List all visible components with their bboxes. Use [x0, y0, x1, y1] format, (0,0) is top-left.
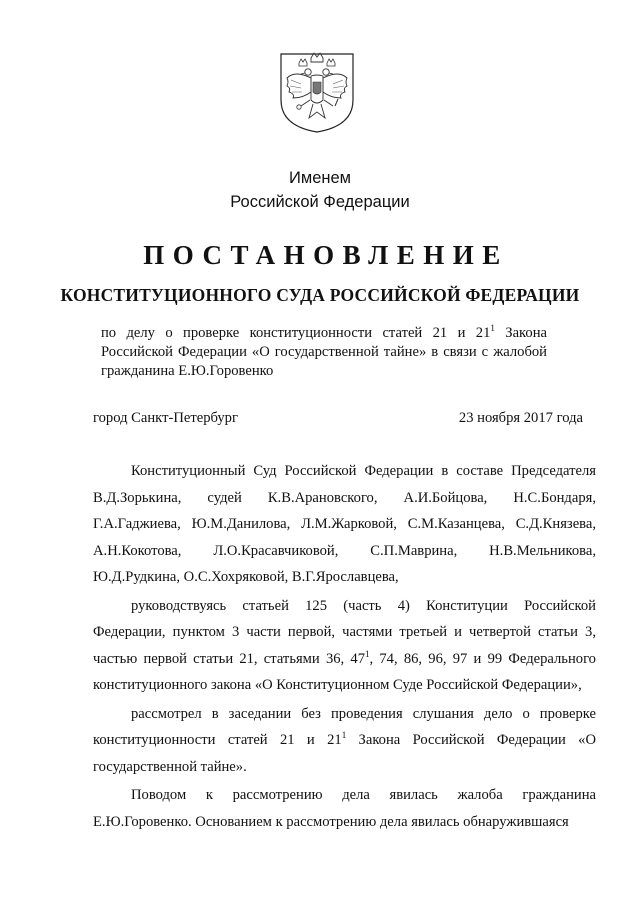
- document-body: [93, 458, 596, 837]
- case-subject: по делу о проверке конституционности статей 21 и $21^1$ Закона Российской Федерации «О государственной тайне» в связи с жалобой гражданина Е.Ю.Горовенко: [101, 323, 547, 379]
- document-title: ПОСТАНОВЛЕНИЕ: [143, 240, 509, 270]
- header-line-1: Именем: [288, 169, 351, 187]
- court-name: КОНСТИТУЦИОННОГО СУДА РОССИЙСКОЙ ФЕДЕРАЦИИ: [60, 285, 580, 305]
- city: город Санкт-Петербург: [93, 410, 238, 426]
- date: 23 ноября 2017 года: [458, 410, 583, 426]
- paragraph-considered: рассмотрел в заседании без проведения слушания дело о проверке конституционности статей 21 и $21^1$ Закона Российской Федерации «О государственной тайне».: [93, 705, 597, 775]
- russian-coat-of-arms-icon: [277, 48, 357, 134]
- paragraph-composition: Конституционный Суд Российской Федерации в составе Председателя В.Д.Зорькина, судей К.В.Арановского, А.И.Бойцова, Н.С.Бондаря, Г.А.Гаджиева, Ю.М.Данилова, Л.М.Жарковой, С.М.Казанцева, С.Д.Князева, А.Н.Кокотова, Л.О.Красавчиковой, С.П.Маврина, Н.В.Мельникова, Ю.Д.Рудкина, О.С.Хохряковой, В.Г.Ярославцева,: [93, 463, 596, 585]
- paragraph-grounds: Поводом к рассмотрению дела явилась жалоба гражданина Е.Ю.Горовенко. Основанием к рассмотрению дела явилась обнаружившаяся: [93, 787, 596, 830]
- header-line-2: Российской Федерации: [230, 193, 410, 211]
- paragraph-legal-basis: руководствуясь статьей 125 (часть 4) Конституции Российской Федерации, пунктом 3 части первой, частями третьей и четвертой статьи 3, частью первой статьи 21, статьями 36, $47^1$, 74, 86, 96, 97 и 99 Федерального конституционного закона «О Конституционном Суде Российской Федерации»,: [93, 597, 596, 693]
